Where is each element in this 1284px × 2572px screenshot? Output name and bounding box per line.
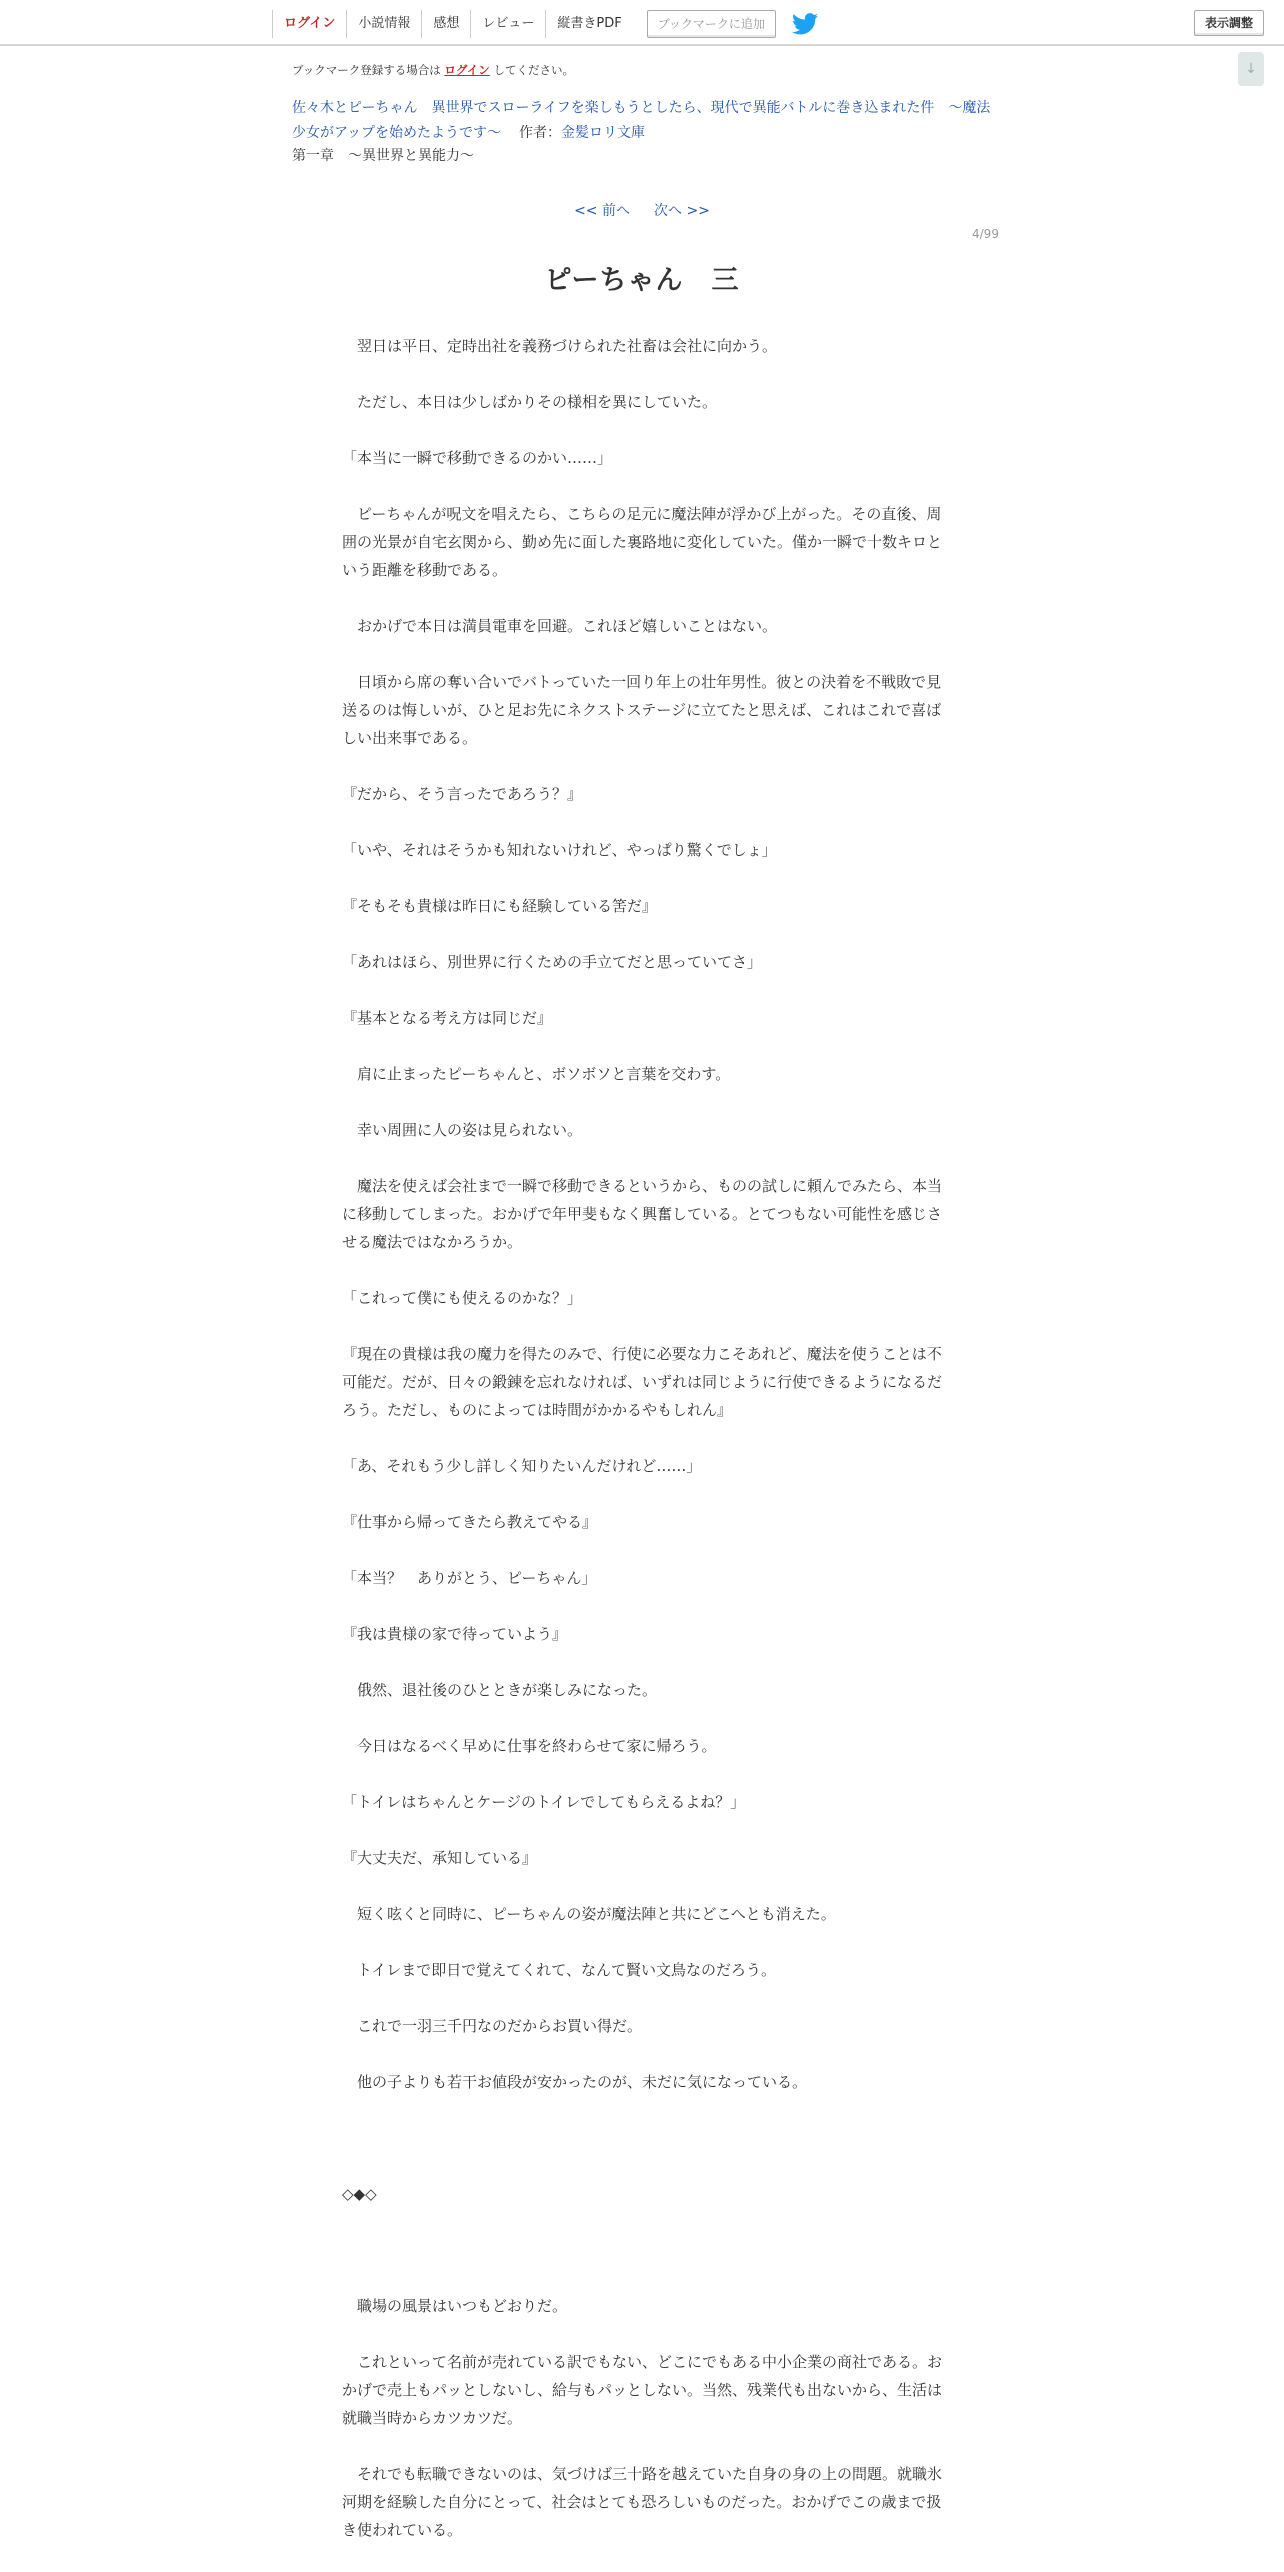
next-page-link[interactable]: 次へ >> <box>654 203 710 219</box>
paragraph: 『我は貴様の家で待っていよう』 <box>342 1625 568 1643</box>
paragraph: 『仕事から帰ってきたら教えてやる』 <box>342 1513 598 1531</box>
display-settings-button[interactable]: 表示調整 <box>1194 10 1264 36</box>
paragraph: 「これって僕にも使えるのかな？」 <box>342 1289 583 1307</box>
paragraph: これといって名前が売れている訳でもない、どこにでもある中小企業の商社である。おかげで売上もパッとしないし、給与もパッとしない。当然、残業代も出ないから、生活は就職当時からカツカツだ。 <box>342 2353 943 2427</box>
scroll-down-icon[interactable]: ↓ <box>1238 52 1264 86</box>
novel-body <box>342 332 942 2572</box>
paragraph: ピーちゃんが呪文を唱えたら、こちらの足元に魔法陣が浮かび上がった。その直後、周囲の光景が自宅玄関から、勤め先に面した裏路地に変化していた。僅か一瞬で十数キロという距離を移動である。 <box>342 505 943 579</box>
paragraph: 翌日は平日、定時出社を義務づけられた社畜は会社に向かう。 <box>342 337 778 355</box>
paragraph: 他の子よりも若干お値段が安かったのが、未だに気になっている。 <box>342 2073 808 2091</box>
scene-break: ◇◆◇ <box>342 2185 377 2203</box>
login-note-link[interactable]: ログイン <box>444 63 490 77</box>
login-note-suffix: してください。 <box>493 63 574 77</box>
nav-login-link[interactable]: ログイン <box>272 10 346 38</box>
paragraph: 「本当？ ありがとう、ピーちゃん」 <box>342 1569 597 1587</box>
nav-vertical-pdf-link[interactable]: 縦書きPDF <box>545 10 632 38</box>
paragraph: 「本当に一瞬で移動できるのかい……」 <box>342 449 613 467</box>
add-bookmark-button[interactable]: ブックマークに追加 <box>647 10 776 38</box>
novel-title-block <box>292 96 992 146</box>
paragraph: 肩に止まったピーちゃんと、ボソボソと言葉を交わす。 <box>342 1065 731 1083</box>
blank-line <box>342 2236 942 2292</box>
paragraph: トイレまで即日で覚えてくれて、なんて賢い文鳥なのだろう。 <box>342 1961 776 1979</box>
paragraph: それでも転職できないのは、気づけば三十路を越えていた自身の身の上の問題。就職氷河期を経験した自分にとって、社会はとても恐ろしいものだった。おかげでこの歳まで扱き使われている。 <box>342 2465 943 2539</box>
paragraph: 日頃から席の奪い合いでバトっていた一回り年上の壮年男性。彼との決着を不戦敗で見送るのは悔しいが、ひと足お先にネクストステージに立てたと思えば、これはこれで喜ばしい出来事である。 <box>342 673 942 747</box>
paragraph: 「いや、それはそうかも知れないけれど、やっぱり驚くでしょ」 <box>342 841 777 859</box>
login-note <box>292 62 574 78</box>
paragraph: 『だから、そう言ったであろう？』 <box>342 785 583 803</box>
paragraph: 『基本となる考え方は同じだ』 <box>342 1009 553 1027</box>
nav-menu <box>272 10 818 38</box>
nav-review-link[interactable]: レビュー <box>470 10 545 38</box>
chapter-title: 第一章 ～異世界と異能力～ <box>292 148 474 164</box>
novel-title-link[interactable]: 佐々木とピーちゃん 異世界でスローライフを楽しもうとしたら、現代で異能バトルに巻き込まれた件 ～魔法少女がアップを始めたようです～ <box>292 100 991 141</box>
paragraph: おかげで本日は満員電車を回避。これほど嬉しいことはない。 <box>342 617 778 635</box>
paragraph: 『そもそも貴様は昨日にも経験している筈だ』 <box>342 897 658 915</box>
paragraph: 短く呟くと同時に、ピーちゃんの姿が魔法陣と共にどこへとも消えた。 <box>342 1905 836 1923</box>
author-link[interactable]: 金髪ロリ文庫 <box>561 125 646 141</box>
page-count: 4/99 <box>972 227 999 241</box>
paragraph: ただし、本日は少しばかりその様相を異にしていた。 <box>342 393 718 411</box>
prev-page-link[interactable]: << 前へ <box>574 203 630 219</box>
nav-impressions-link[interactable]: 感想 <box>421 10 470 38</box>
pager <box>0 200 1284 220</box>
paragraph: 今日はなるべく早めに仕事を終わらせて家に帰ろう。 <box>342 1737 717 1755</box>
paragraph: 俄然、退社後のひとときが楽しみになった。 <box>342 1681 658 1699</box>
twitter-icon[interactable] <box>792 13 818 35</box>
paragraph: 「あ、それもう少し詳しく知りたいんだけれど……」 <box>342 1457 702 1475</box>
paragraph: 「あれはほら、別世界に行くための手立てだと思っていてさ」 <box>342 953 763 971</box>
author-label: 作者： <box>519 125 562 141</box>
login-note-prefix: ブックマーク登録する場合は <box>292 63 441 77</box>
paragraph: これで一羽三千円なのだからお買い得だ。 <box>342 2017 643 2035</box>
episode-title: ピーちゃん 三 <box>544 265 740 296</box>
blank-line <box>342 2124 942 2180</box>
paragraph: 魔法を使えば会社まで一瞬で移動できるというから、ものの試しに頼んでみたら、本当に移動してしまった。おかげで年甲斐もなく興奮している。とてつもない可能性を感じさせる魔法ではなかろうか。 <box>342 1177 943 1251</box>
nav-novel-info-link[interactable]: 小説情報 <box>346 10 421 38</box>
paragraph: 『大丈夫だ、承知している』 <box>342 1849 538 1867</box>
paragraph: 『現在の貴様は我の魔力を得たのみで、行使に必要な力こそあれど、魔法を使うことは不可能だ。だが、日々の鍛錬を忘れなければ、いずれは同じように行使できるようになるだろう。ただし、ものによっては時間がかかるやもしれん』 <box>342 1345 943 1419</box>
paragraph: 幸い周囲に人の姿は見られない。 <box>342 1121 583 1139</box>
paragraph: 職場の風景はいつもどおりだ。 <box>342 2297 568 2315</box>
top-nav-bar <box>0 0 1284 46</box>
paragraph: 「トイレはちゃんとケージのトイレでしてもらえるよね？」 <box>342 1793 746 1811</box>
